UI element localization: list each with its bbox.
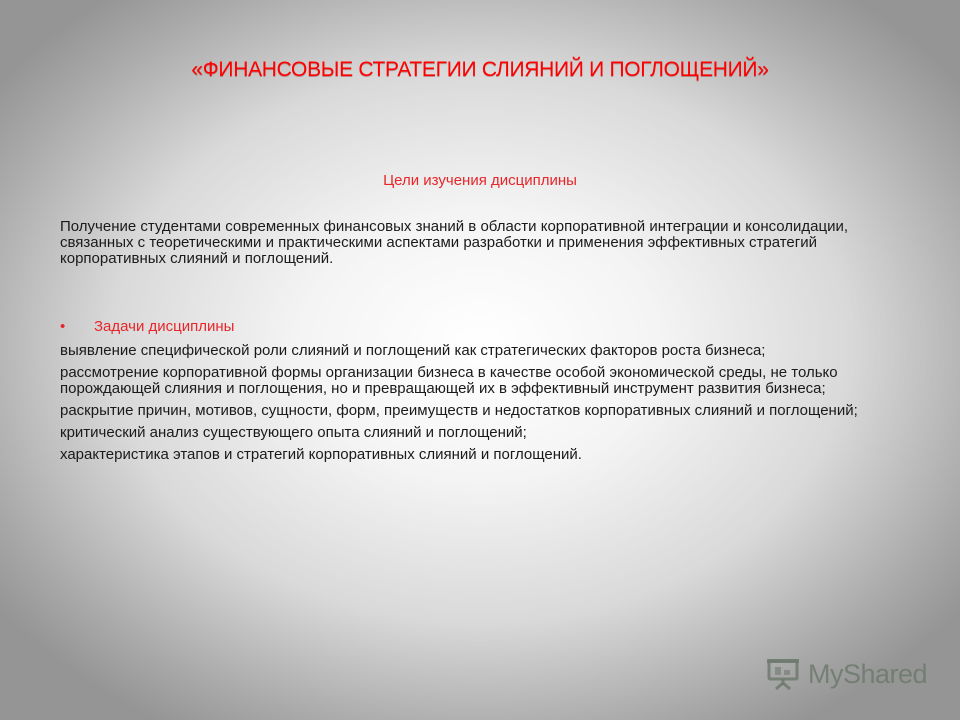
list-item: выявление специфической роли слияний и поглощений как стратегических факторов роста бизнеса; [60, 342, 766, 359]
slide-title: «ФИНАНСОВЫЕ СТРАТЕГИИ СЛИЯНИЙ И ПОГЛОЩЕНИЙ» [191, 58, 769, 81]
tasks-heading: Задачи дисциплины [94, 318, 235, 335]
tasks-list [60, 343, 910, 469]
myshared-logo [766, 656, 927, 692]
bullet-icon: • [60, 318, 66, 335]
list-item: характеристика этапов и стратегий корпоративных слияний и поглощений. [60, 446, 582, 463]
list-item: рассмотрение корпоративной формы организации бизнеса в качестве особой экономической среды, не только порождающей слияния и поглощения, но и превращающей их в эффективный инструмент развития бизнеса; [60, 364, 838, 397]
list-item: раскрытие причин, мотивов, сущности, форм, преимуществ и недостатков корпоративных слияний и поглощений; [60, 402, 858, 419]
presentation-board-icon [766, 657, 800, 691]
goals-heading: Цели изучения дисциплины [383, 172, 577, 189]
tasks-heading-row [60, 319, 660, 335]
goals-text: Получение студентами современных финансовых знаний в области корпоративной интеграции и консолидации, связанных с теоретическими и практическими аспектами разработки и применения эффективных стратегий корпоративных слияний и поглощений. [60, 218, 849, 267]
list-item: критический анализ существующего опыта слияний и поглощений; [60, 424, 527, 441]
brand-name: MyShared [808, 658, 928, 689]
